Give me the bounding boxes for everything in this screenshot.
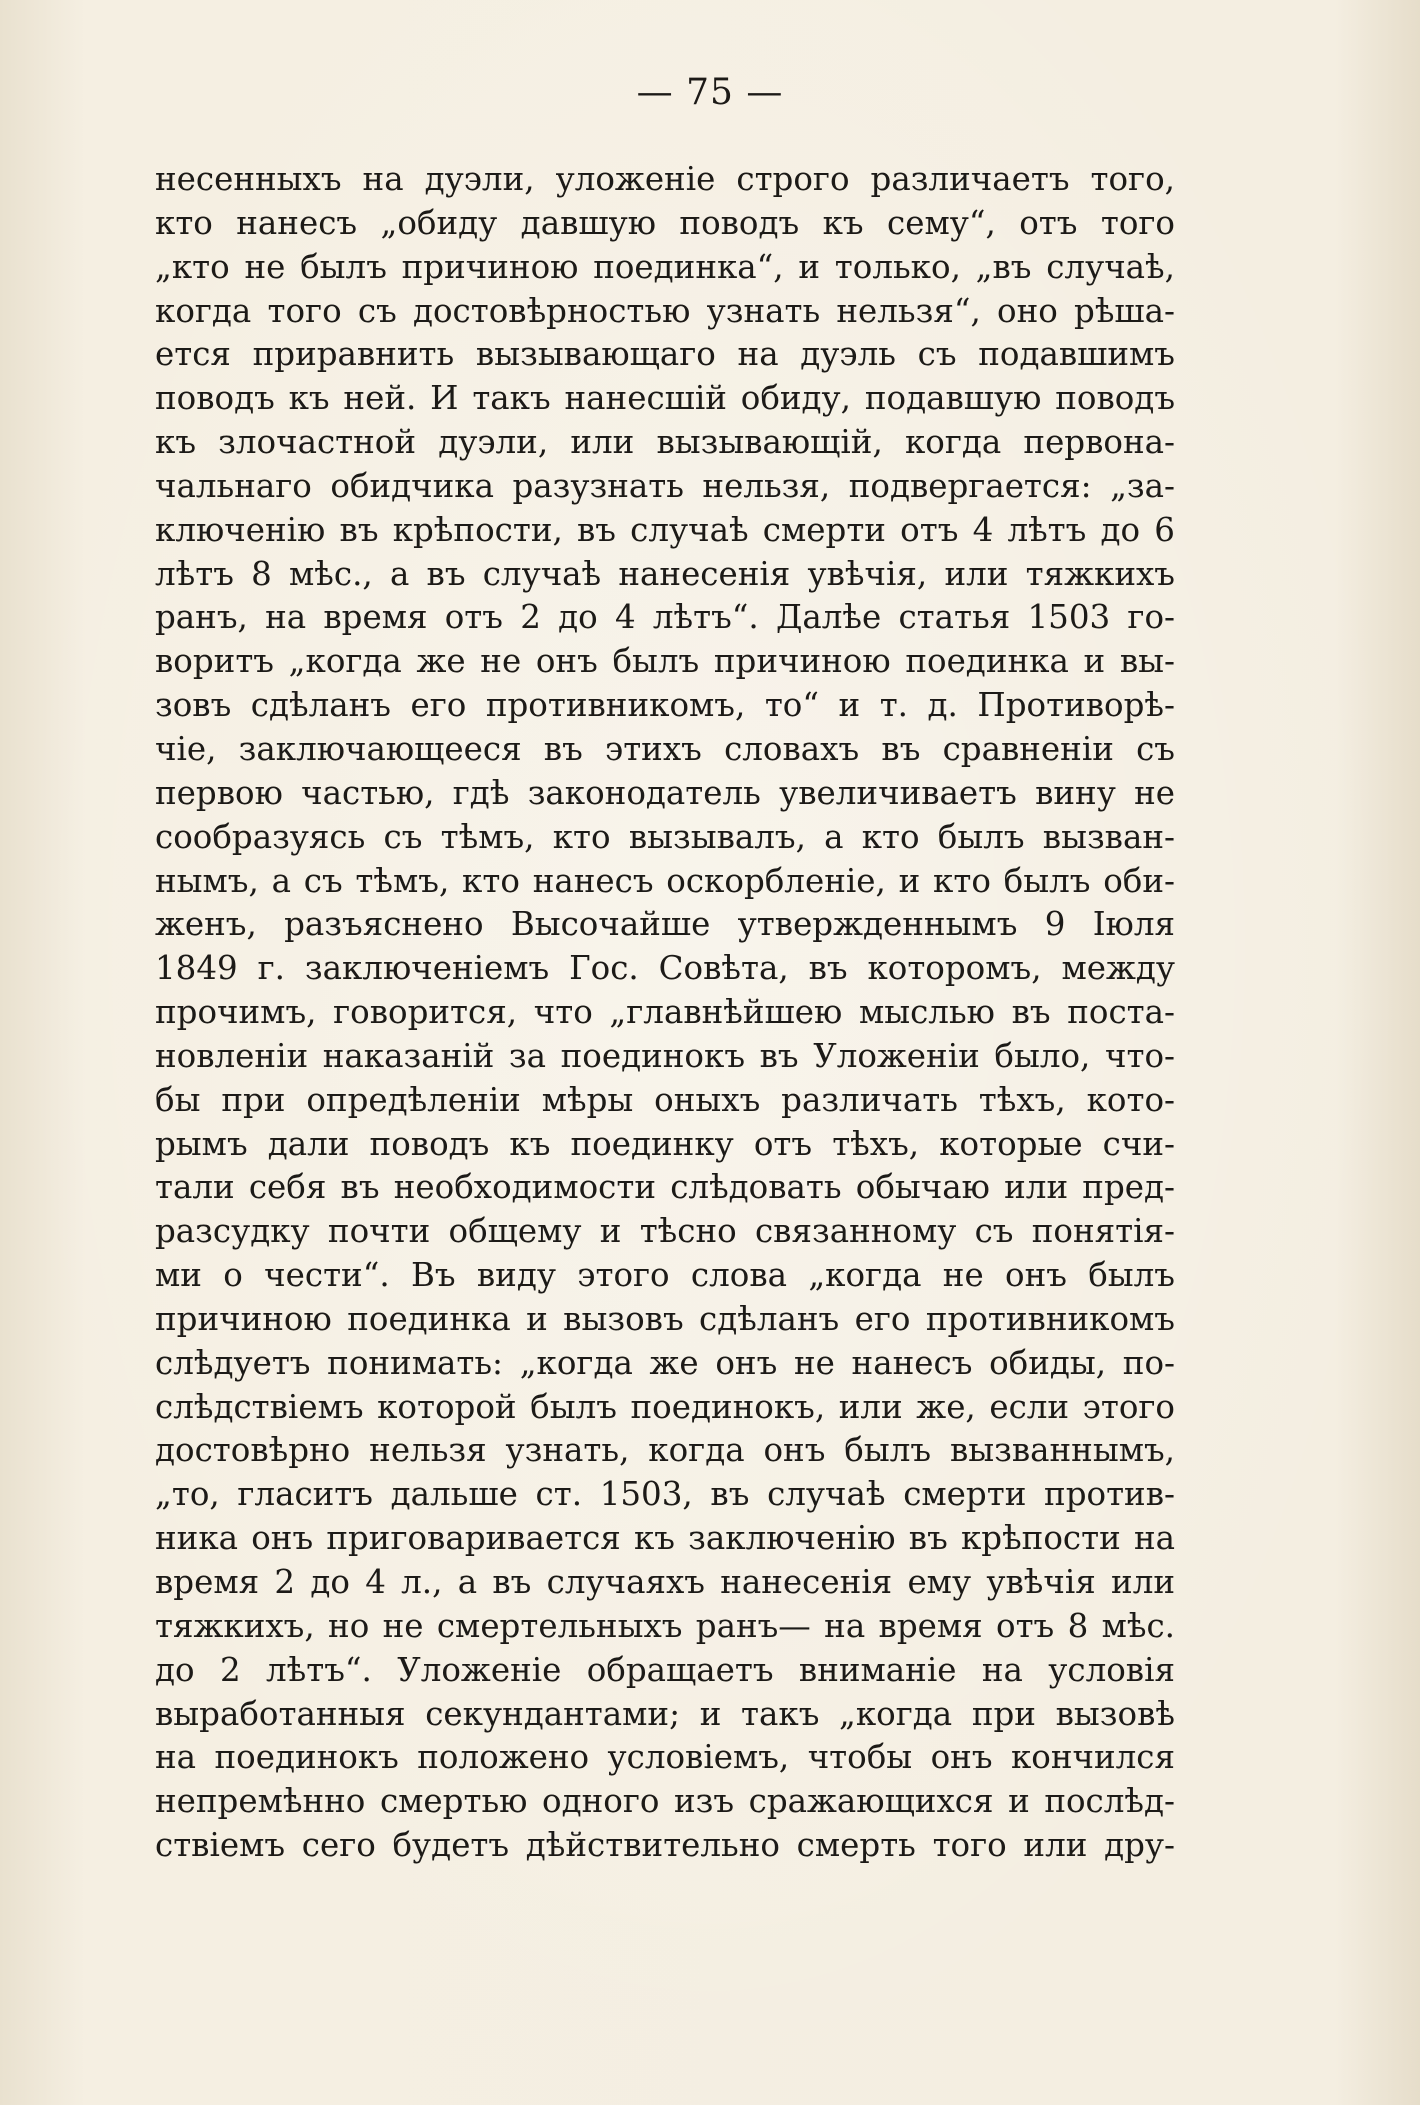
text-line: нымъ, а съ тѣмъ, кто нанесъ оскорбленіе, и кто былъ оби-: [155, 861, 1175, 900]
text-line: тяжкихъ, но не смертельныхъ ранъ— на время отъ 8 мѣс.: [155, 1606, 1175, 1645]
text-line: новленіи наказаній за поединокъ въ Уложеніи было, что-: [155, 1036, 1175, 1075]
text-line: 1849 г. заключеніемъ Гос. Совѣта, въ которомъ, между: [155, 949, 1175, 988]
text-line: поводъ къ ней. И такъ нанесшій обиду, подавшую поводъ: [155, 379, 1175, 418]
text-line: первою частью, гдѣ законодатель увеличиваетъ вину не: [155, 773, 1175, 812]
text-line: ствіемъ сего будетъ дѣйствительно смерть того или дру-: [155, 1826, 1175, 1865]
text-line: тали себя въ необходимости слѣдовать обычаю или пред-: [155, 1168, 1175, 1207]
text-line: ется приравнить вызывающаго на дуэль съ подавшимъ: [155, 335, 1175, 374]
text-line: непремѣнно смертью одного изъ сражающихся и послѣд-: [155, 1782, 1175, 1821]
text-line: ми о чести“. Въ виду этого слова „когда не онъ былъ: [155, 1256, 1175, 1295]
text-line: причиною поединка и вызовъ сдѣланъ его противникомъ: [155, 1299, 1175, 1338]
text-line: разсудку почти общему и тѣсно связанному съ понятія-: [155, 1212, 1175, 1251]
text-line: сообразуясь съ тѣмъ, кто вызывалъ, а кто былъ вызван-: [155, 817, 1175, 856]
text-line: до 2 лѣтъ“. Уложеніе обращаетъ вниманіе на условія: [155, 1650, 1175, 1689]
text-line: бы при опредѣленіи мѣры оныхъ различать тѣхъ, кото-: [155, 1080, 1175, 1119]
text-line: воритъ „когда же не онъ былъ причиною поединка и вы-: [155, 642, 1175, 681]
text-line: слѣдуетъ понимать: „когда же онъ не нанесъ обиды, по-: [155, 1343, 1175, 1382]
text-line: на поединокъ положено условіемъ, чтобы онъ кончился: [155, 1738, 1175, 1777]
text-line: время 2 до 4 л., а въ случаяхъ нанесенія ему увѣчія или: [155, 1563, 1175, 1601]
text-line: лѣтъ 8 мѣс., а въ случаѣ нанесенія увѣчія, или тяжкихъ: [155, 554, 1175, 593]
text-line: къ злочастной дуэли, или вызывающій, когда первона-: [155, 423, 1175, 462]
page-number: — 75 —: [636, 72, 784, 113]
text-line: рымъ дали поводъ къ поединку отъ тѣхъ, которые счи-: [155, 1124, 1175, 1163]
text-line: ранъ, на время отъ 2 до 4 лѣтъ“. Далѣе статья 1503 го-: [155, 598, 1175, 637]
text-line: выработанныя секундантами; и такъ „когда при вызовѣ: [155, 1694, 1175, 1733]
text-line: ключенію въ крѣпости, въ случаѣ смерти отъ 4 лѣтъ до 6: [155, 510, 1175, 549]
text-line: когда того съ достовѣрностью узнать нельзя“, оно рѣша-: [155, 291, 1175, 330]
text-line: слѣдствіемъ которой былъ поединокъ, или же, если этого: [155, 1387, 1175, 1426]
text-line: несенныхъ на дуэли, уложеніе строго различаетъ того,: [155, 160, 1175, 198]
text-line: ника онъ приговаривается къ заключенію въ крѣпости на: [155, 1519, 1175, 1558]
text-line: „кто не былъ причиною поединка“, и только, „въ случаѣ,: [155, 247, 1175, 286]
text-line: „то, гласитъ дальше ст. 1503, въ случаѣ смерти против-: [155, 1475, 1175, 1514]
text-line: зовъ сдѣланъ его противникомъ, то“ и т. д. Противорѣ-: [155, 686, 1175, 725]
text-line: прочимъ, говорится, что „главнѣйшею мыслью въ поста-: [155, 993, 1175, 1032]
body-text: [155, 158, 1175, 1868]
text-line: кто нанесъ „обиду давшую поводъ къ сему“, отъ того: [155, 203, 1175, 242]
text-line: чіе, заключающееся въ этихъ словахъ въ сравненіи съ: [155, 729, 1175, 768]
text-line: женъ, разъяснено Высочайше утвержденнымъ 9 Іюля: [155, 905, 1175, 944]
text-line: достовѣрно нельзя узнать, когда онъ былъ вызваннымъ,: [155, 1431, 1175, 1470]
text-line: чальнаго обидчика разузнать нельзя, подвергается: „за-: [155, 466, 1175, 505]
